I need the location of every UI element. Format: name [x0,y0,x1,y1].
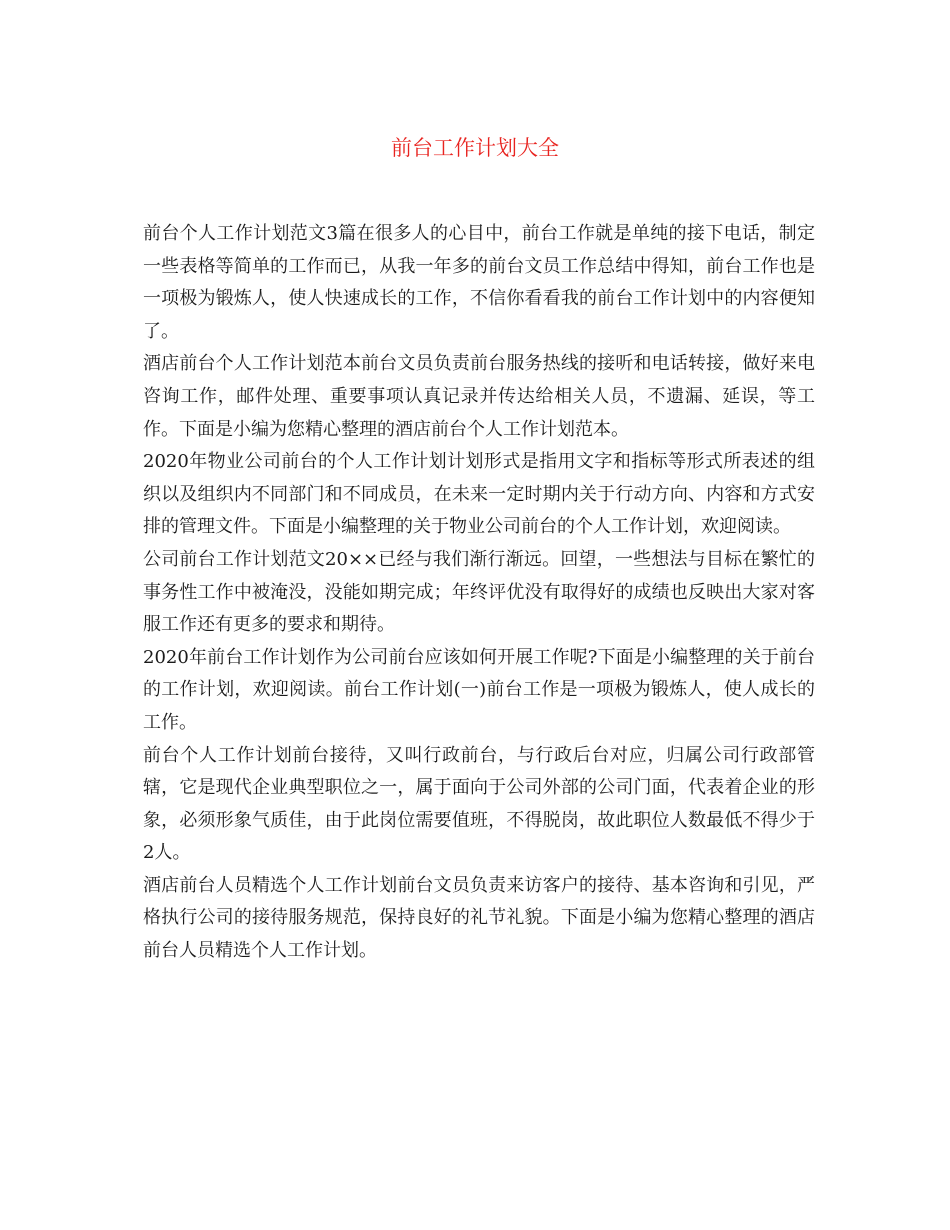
document-body [143,218,815,968]
document-title: 前台工作计划大全 [391,136,559,160]
paragraph-1: 前台个人工作计划范文3篇在很多人的心目中，前台工作就是单纯的接下电话，制定一些表格等简单的工作而已，从我一年多的前台文员工作总结中得知，前台工作也是一项极为锻炼人，使人快速成长的工作，不信你看看我的前台工作计划中的内容便知了。 [143,223,815,342]
paragraph-4: 公司前台工作计划范文20××已经与我们渐行渐远。回望，一些想法与目标在繁忙的事务性工作中被淹没，没能如期完成；年终评优没有取得好的成绩也反映出大家对客服工作还有更多的要求和期待。 [143,548,815,636]
paragraph-3: 2020年物业公司前台的个人工作计划计划形式是指用文字和指标等形式所表述的组织以及组织内不同部门和不同成员，在未来一定时期内关于行动方向、内容和方式安排的管理文件。下面是小编整理的关于物业公司前台的个人工作计划，欢迎阅读。 [143,451,815,538]
paragraph-2: 酒店前台个人工作计划范本前台文员负责前台服务热线的接听和电话转接，做好来电咨询工作，邮件处理、重要事项认真记录并传达给相关人员，不遗漏、延误，等工作。下面是小编为您精心整理的酒店前台个人工作计划范本。 [143,353,815,440]
paragraph-6: 前台个人工作计划前台接待，又叫行政前台，与行政后台对应，归属公司行政部管辖，它是现代企业典型职位之一，属于面向于公司外部的公司门面，代表着企业的形象，必须形象气质佳，由于此岗位需要值班，不得脱岗，故此职位人数最低不得少于2人。 [143,744,815,864]
paragraph-5: 2020年前台工作计划作为公司前台应该如何开展工作呢?下面是小编整理的关于前台的工作计划，欢迎阅读。前台工作计划(一)前台工作是一项极为锻炼人，使人成长的工作。 [143,646,815,733]
paragraph-7: 酒店前台人员精选个人工作计划前台文员负责来访客户的接待、基本咨询和引见，严格执行公司的接待服务规范，保持良好的礼节礼貌。下面是小编为您精心整理的酒店前台人员精选个人工作计划。 [143,874,815,962]
